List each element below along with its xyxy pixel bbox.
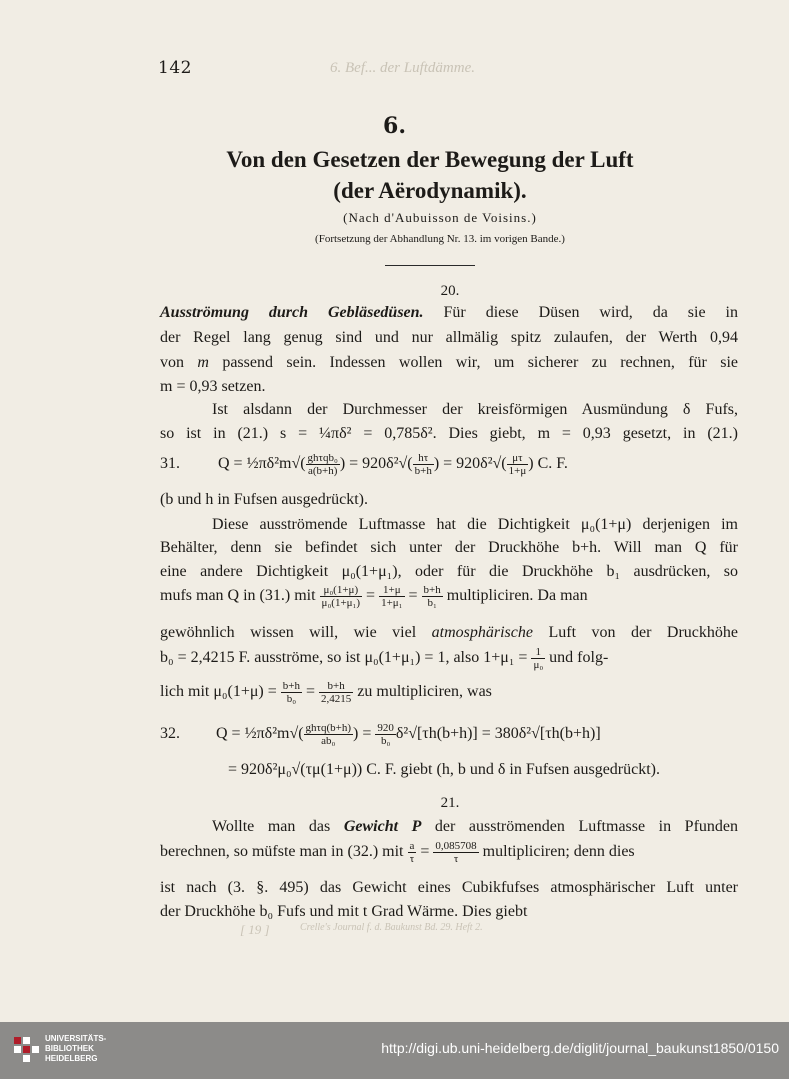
library-logo-icon <box>12 1035 40 1063</box>
text-span: berechnen, so müfste man in (32.) mit <box>160 843 404 861</box>
text-line-with-fractions: berechnen, so müfste man in (32.) mit $\frac{a}{\tau}$ = $\frac{0,085708}{\tau}$ multipliciren; denn dies <box>160 840 635 865</box>
fraction: $\frac{\text{ghτqb₀}}{a(b+h)}$ <box>307 452 338 477</box>
library-name <box>45 1034 106 1064</box>
paragraph-number-21: 21. <box>440 795 460 811</box>
text-line <box>160 353 738 373</box>
text-span: zu multipliciren, was <box>357 683 492 701</box>
library-name-line: BIBLIOTHEK <box>45 1044 94 1053</box>
fraction: $\frac{b+h}{2,4215}$ <box>321 680 352 705</box>
fraction: $\frac{920}{\text{b₀}}$ <box>377 722 394 747</box>
library-name-line: HEIDELBERG <box>45 1054 98 1063</box>
article-title-line1: Von den Gesetzen der Bewegung der Luft <box>226 147 634 172</box>
fraction: $\frac{\mu\tau}{1+\mu}$ <box>508 452 527 477</box>
text-line: eine andere Dichtigkeit μ₀(1+μ₁), oder für die Druckhöhe b₁ ausdrücken, so <box>160 563 738 580</box>
equation-31: 31. Q = ½πδ²m√( $\frac{\text{ghτqb₀}}{a(b+h)}$ ) = 920δ²√( $\frac{h\tau}{b+h}$ ) = 920δ²√( $\frac{\mu\tau}{1+\mu}$ ) C. F. <box>160 452 568 477</box>
equation-part: = 920δ² <box>349 455 399 473</box>
fraction: $\frac{1}{\text{μ₀}}$ <box>533 646 544 671</box>
title-divider <box>385 265 475 266</box>
section-heading: Ausströmung durch Gebläsedüsen. <box>160 304 424 321</box>
continuation-note: (Fortsetzung der Abhandlung Nr. 13. im vorigen Bande.) <box>315 233 565 245</box>
bleed-through-signature: [ 19 ] <box>240 922 270 937</box>
article-title-line2: (der Aërodynamik). <box>333 178 527 203</box>
text-line: Behälter, denn sie befindet sich unter der Druckhöhe b+h. Will man Q für <box>160 539 738 556</box>
equation-number: 32. <box>160 725 180 743</box>
permalink-url[interactable]: http://digi.ub.uni-heidelberg.de/diglit/journal_baukunst1850/0150 <box>381 1040 779 1056</box>
fraction: $\frac{h\tau}{b+h}$ <box>414 452 432 477</box>
fraction: $\frac{1+\mu}{\text{1+μ₁}}$ <box>381 584 403 609</box>
text-line: der Druckhöhe b₀ Fufs und mit t Grad Wärme. Dies giebt <box>160 903 528 920</box>
article-byline: (Nach d'Aubuisson de Voisins.) <box>343 210 537 225</box>
emphasis: atmosphärische <box>431 624 533 641</box>
text-line-with-fractions <box>160 646 738 671</box>
text-span: von <box>160 354 198 371</box>
text-span: mufs man Q in (31.) mit <box>160 587 316 605</box>
text-line: Diese ausströmende Luftmasse hat die Dichtigkeit μ₀(1+μ) derjenigen im <box>212 516 738 533</box>
bleed-through-footer: Crelle's Journal f. d. Baukunst Bd. 29. Heft 2. <box>300 922 483 933</box>
text-span: lich mit μ₀(1+μ) = <box>160 683 277 701</box>
text-line <box>160 303 738 323</box>
equation-32: 32. Q = ½πδ²m√( $\frac{\text{ghτq(b+h)}}{\text{ab₀}}$ ) = $\frac{920}{\text{b₀}}$ δ²√[τh(b+h)] = 380δ²√[τh(b+h)] <box>160 722 601 747</box>
equation-part: = <box>362 725 372 743</box>
bleed-through-header: 6. Bef... der Luftdämme. <box>330 60 475 76</box>
text-span: Wollte man das <box>212 818 344 835</box>
equation-part: Q = ½πδ²m <box>216 725 290 743</box>
text-line-with-fractions: mufs man Q in (31.) mit $\frac{\text{μ₀(1+μ)}}{\text{μ₀(1+μ₁)}}$ = $\frac{1+\mu}{\text{1+μ₁}}$ = $\frac{b+h}{\text{b₁}}$ multipliciren. Da man <box>160 584 588 609</box>
text-span: gewöhnlich wissen will, wie viel <box>160 624 432 641</box>
fraction: $\frac{a}{\tau}$ <box>409 840 415 865</box>
text-span: Für diese Düsen wird, da sie in <box>423 304 738 321</box>
text-span: multipliciren; denn dies <box>482 843 635 861</box>
fraction: $\frac{b+h}{\text{b₀}}$ <box>282 680 300 705</box>
fraction: $\frac{b+h}{\text{b₁}}$ <box>423 584 441 609</box>
section-number: 6. <box>383 113 406 139</box>
text-line <box>212 817 738 837</box>
equation-part: Q = ½πδ²m <box>218 455 292 473</box>
equation-part: δ²√[τh(b+h)] = 380δ²√[τh(b+h)] <box>395 725 601 743</box>
text-span: passend sein. Indessen wollen wir, um sicherer zu rechnen, für sie <box>208 354 739 371</box>
emphasis: Gewicht P <box>343 818 422 835</box>
fraction: $\frac{0,085708}{\tau}$ <box>435 840 477 865</box>
text-span: m <box>197 354 209 371</box>
text-span: b₀ = 2,4215 F. ausströme, so ist μ₀(1+μ₁) = 1, also 1+μ₁ = <box>160 649 528 667</box>
fraction: $\frac{\text{ghτq(b+h)}}{\text{ab₀}}$ <box>305 722 351 747</box>
page-number: 142 <box>158 58 192 78</box>
text-line: = 920δ²μ₀√(τμ(1+μ)) C. F. giebt (h, b und δ in Fufsen ausgedrückt). <box>228 761 660 778</box>
text-span: multipliciren. Da man <box>446 587 588 605</box>
text-line: der Regel lang genug sind und nur allmälig spitz zulaufen, der Werth 0,94 <box>160 329 738 346</box>
viewer-footer-bar <box>0 1022 789 1079</box>
equation-number: 31. <box>160 455 180 473</box>
fraction: $\frac{\text{μ₀(1+μ)}}{\text{μ₀(1+μ₁)}}$ <box>321 584 361 609</box>
text-span: und folg- <box>549 649 609 667</box>
text-line: Ist alsdann der Durchmesser der kreisförmigen Ausmündung δ Fufs, <box>212 401 738 418</box>
text-line: ist nach (3. §. 495) das Gewicht eines Cubikfufses atmosphärischer Luft unter <box>160 879 738 896</box>
paragraph-number-20: 20. <box>440 283 460 299</box>
text-span: der ausströmenden Luftmasse in Pfunden <box>421 818 738 835</box>
text-span: Luft von der Druckhöhe <box>532 624 739 641</box>
equation-part: = 920δ² <box>443 455 493 473</box>
text-line: (b und h in Fufsen ausgedrückt). <box>160 491 368 508</box>
library-name-line: UNIVERSITÄTS- <box>45 1034 107 1043</box>
equation-part: C. F. <box>537 455 568 473</box>
text-line: m = 0,93 setzen. <box>160 378 266 395</box>
text-line <box>160 623 738 643</box>
text-line: so ist in (21.) s = ¼πδ² = 0,785δ². Dies giebt, m = 0,93 gesetzt, in (21.) <box>160 425 738 442</box>
text-line-with-fractions: lich mit μ₀(1+μ) = $\frac{b+h}{\text{b₀}}$ = $\frac{b+h}{2,4215}$ zu multipliciren, was <box>160 680 492 705</box>
